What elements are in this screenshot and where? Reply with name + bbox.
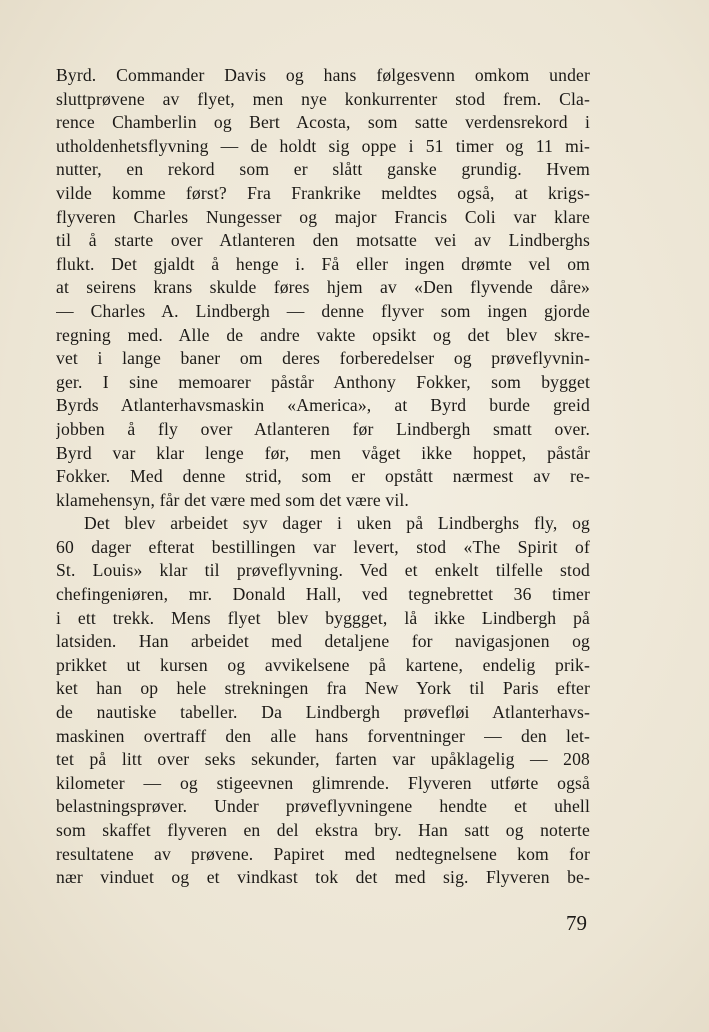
text-line: latsiden. Han arbeidet med detaljene for navigasjonen og [56, 631, 590, 652]
text-line: kilometer — og stigeevnen glimrende. Flyveren utførte også [56, 772, 590, 793]
text-line: 60 dager efterat bestillingen var levert, stod «The Spirit of [56, 536, 590, 557]
text-line: Det blev arbeidet syv dager i uken på Lindberghs fly, og [84, 513, 590, 534]
text-line: nutter, en rekord som er slått ganske grundig. Hvem [56, 159, 590, 180]
text-line: vilde komme først? Fra Frankrike meldtes også, at krigs- [56, 182, 590, 203]
text-line: Byrd. Commander Davis og hans følgesvenn omkom under [56, 65, 590, 85]
text-line: ket han op hele strekningen fra New York til Paris efter [56, 678, 590, 699]
text-line: maskinen overtraff den alle hans forventninger — den let- [56, 725, 590, 746]
text-line: rence Chamberlin og Bert Acosta, som satte verdensrekord i [56, 112, 590, 133]
body-text [56, 64, 590, 890]
text-line: belastningsprøver. Under prøveflyvningene hendte et uhell [56, 796, 590, 817]
text-line: til å starte over Atlanteren den motsatte vei av Lindberghs [56, 230, 590, 251]
text-line: chefingeniøren, mr. Donald Hall, ved tegnebrettet 36 timer [56, 584, 590, 605]
text-line: regning med. Alle de andre vakte opsikt og det blev skre- [56, 324, 590, 345]
text-line: tet på litt over seks sekunder, farten var upåklagelig — 208 [56, 749, 590, 770]
text-line: som skaffet flyveren en del ekstra bry. Han satt og noterte [56, 820, 590, 840]
text-line: at seirens krans skulde føres hjem av «Den flyvende dåre» [56, 277, 590, 298]
text-line: nær vinduet og et vindkast tok det med sig. Flyveren be- [56, 867, 590, 888]
text-line: ger. I sine memoarer påstår Anthony Fokker, som bygget [56, 371, 590, 392]
page-number: 79 [566, 911, 587, 935]
text-line: vet i lange baner om deres forberedelser og prøveflyvnin- [56, 348, 590, 369]
text-line: St. Louis» klar til prøveflyvning. Ved et enkelt tilfelle stod [56, 560, 590, 581]
text-line: Byrd var klar lenge før, men våget ikke hoppet, påstår [56, 442, 590, 463]
text-line: de nautiske tabeller. Da Lindbergh prøvefløi Atlanterhavs- [56, 702, 590, 723]
text-line: Fokker. Med denne strid, som er opstått nærmest av re- [56, 466, 590, 487]
text-line: sluttprøvene av flyet, men nye konkurrenter stod frem. Cla- [56, 88, 590, 109]
text-line: prikket ut kursen og avvikelsene på kartene, endelig prik- [56, 654, 590, 675]
text-line: flyveren Charles Nungesser og major Francis Coli var klare [56, 206, 590, 227]
text-line: i ett trekk. Mens flyet blev byggget, lå ikke Lindbergh på [56, 607, 590, 628]
text-line: Byrds Atlanterhavsmaskin «America», at Byrd burde greid [56, 395, 590, 416]
text-line: flukt. Det gjaldt å henge i. Få eller ingen drømte vel om [56, 253, 590, 274]
text-line: klamehensyn, får det være med som det være vil. [56, 489, 409, 510]
text-line: — Charles A. Lindbergh — denne flyver som ingen gjorde [56, 300, 590, 321]
text-line: resultatene av prøvene. Papiret med nedtegnelsene kom for [56, 843, 590, 864]
text-line: utholdenhetsflyvning — de holdt sig oppe i 51 timer og 11 mi- [56, 135, 590, 156]
text-line: jobben å fly over Atlanteren før Lindbergh smatt over. [56, 418, 590, 439]
